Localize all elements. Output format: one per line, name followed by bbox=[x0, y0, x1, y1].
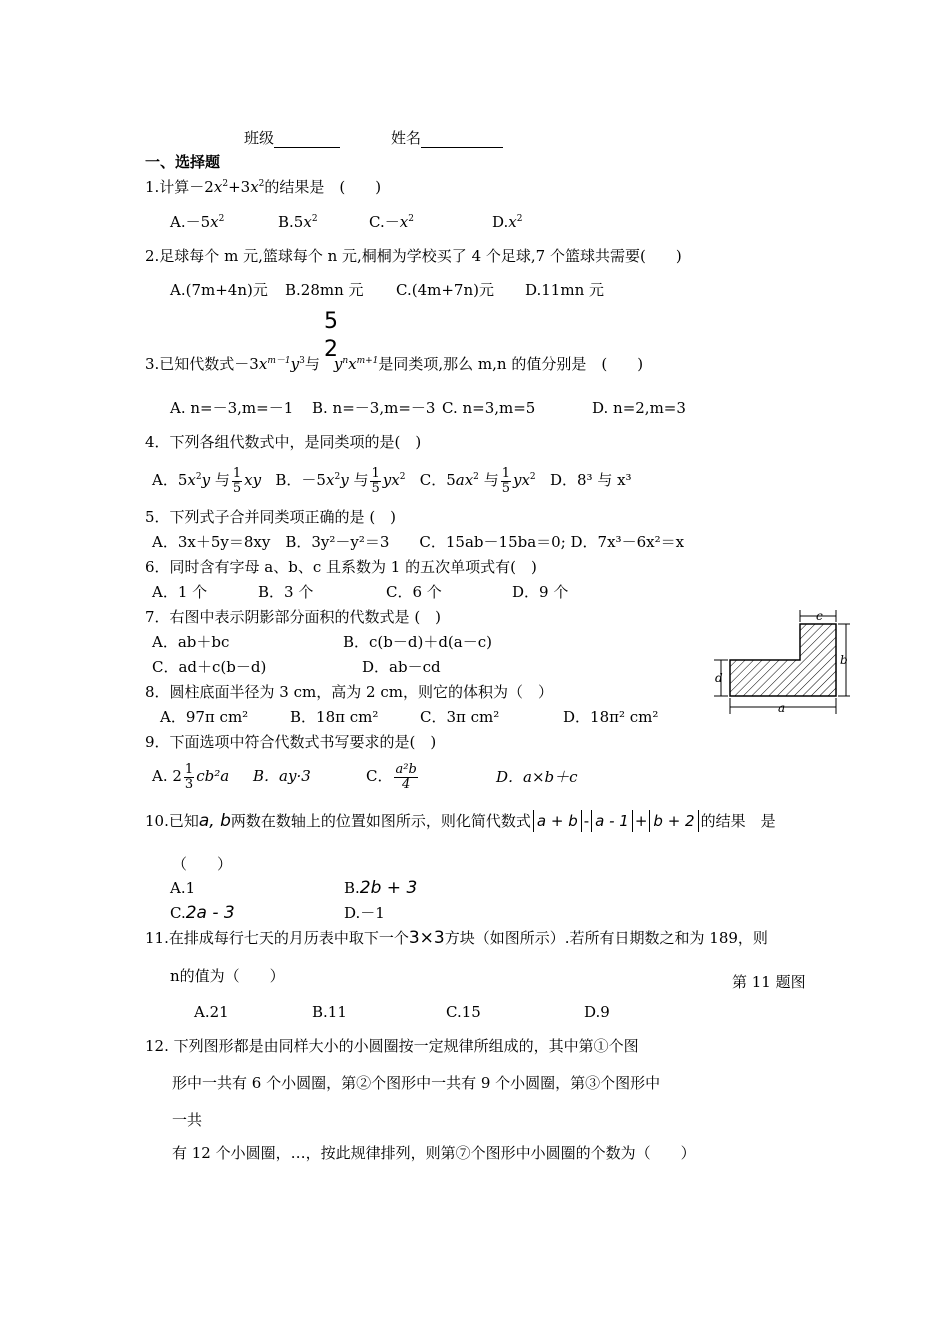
q8-option-c[interactable]: C．3π cm² bbox=[420, 708, 500, 726]
q11-option-d[interactable]: D.9 bbox=[584, 1003, 610, 1021]
class-field bbox=[244, 128, 340, 148]
q9-option-c[interactable]: C． $\frac{\text{a²b}}{4}$ bbox=[366, 761, 417, 792]
q4-option-a[interactable]: A．$5x^2y$ 与 $\frac{1}{5}$ xy bbox=[152, 465, 262, 496]
q4-option-b[interactable]: B．$-5x^2y$ 与 $\frac{1}{5}$ $yx^2$ bbox=[275, 465, 406, 496]
question-4: 4．下列各组代数式中，是同类项的是( ) bbox=[145, 433, 422, 451]
q2-option-a[interactable]: A.(7m+4n)元 bbox=[170, 281, 268, 299]
question-9: 9．下面选项中符合代数式书写要求的是( ) bbox=[145, 733, 437, 751]
question-8: 8．圆柱底面半径为 3 cm，高为 2 cm，则它的体积为（ ） bbox=[145, 683, 553, 701]
q1-stem-c: 的结果是 ( ) bbox=[264, 178, 382, 196]
name-blank[interactable] bbox=[421, 132, 503, 148]
q3-option-b[interactable]: B. n=－3,m=－3 bbox=[312, 399, 436, 417]
q9-option-b[interactable]: B．ay·3 bbox=[253, 767, 311, 785]
question-12-line-3: 一共 bbox=[172, 1111, 203, 1129]
q9-options bbox=[152, 756, 311, 796]
q8-option-b[interactable]: B．18π cm² bbox=[290, 708, 379, 726]
q4-options bbox=[152, 460, 632, 500]
class-blank[interactable] bbox=[274, 132, 340, 148]
question-2: 2.足球每个 m 元,篮球每个 n 元,桐桐为学校买了 4 个足球,7 个篮球共需要( ) bbox=[145, 247, 682, 265]
q10-paren: （ ） bbox=[172, 855, 233, 873]
question-10: 10.已知a, b两数在数轴上的位置如图所示，则化简代数式 a + b - a - 1 + b + 2 的结果 是 bbox=[145, 811, 776, 831]
question-12-line-2: 形中一共有 6 个小圆圈，第②个图形中一共有 9 个小圆圈，第③个图形中 bbox=[172, 1074, 661, 1092]
svg-text:d: d bbox=[715, 671, 723, 685]
q1-option-b[interactable]: $B.5x^2$ bbox=[278, 213, 318, 231]
q7-figure bbox=[712, 608, 852, 718]
q3-option-c[interactable]: C. n=3,m=5 bbox=[442, 399, 536, 417]
q11-option-c[interactable]: C.15 bbox=[446, 1003, 481, 1021]
question-1: 1.计算$-2x^2+3x^2$的结果是 ( ) bbox=[145, 178, 382, 196]
q6-option-d[interactable]: D．9 个 bbox=[512, 583, 569, 601]
q10-option-a[interactable]: A.1 bbox=[170, 879, 196, 897]
q8-option-a[interactable]: A．97π cm² bbox=[160, 708, 249, 726]
class-label: 班级 bbox=[244, 129, 275, 147]
q11-option-b[interactable]: B.11 bbox=[312, 1003, 347, 1021]
q10-option-b[interactable]: B.2b + 3 bbox=[344, 878, 418, 898]
question-11: 11.在排成每行七天的月历表中取下一个3×3方块（如图所示）.若所有日期数之和为 189，则 bbox=[145, 928, 768, 948]
q7-option-d[interactable]: D．ab－cd bbox=[362, 658, 441, 676]
question-12-line-1: 12. 下列图形都是由同样大小的小圆圈按一定规律所组成的，其中第①个图 bbox=[145, 1037, 639, 1055]
svg-text:a: a bbox=[778, 701, 786, 715]
q6-option-a[interactable]: A．1 个 bbox=[152, 583, 208, 601]
q1-option-c[interactable]: $C.-x^2$ bbox=[369, 213, 414, 231]
svg-text:b: b bbox=[840, 653, 848, 667]
q3-frac-top: 5 bbox=[324, 309, 338, 334]
q9-option-a[interactable]: A. 2 $\frac{1}{3}$ cb²a bbox=[152, 761, 230, 792]
question-12-line-4: 有 12 个小圆圈，…，按此规律排列，则第⑦个图形中小圆圈的个数为（ ） bbox=[172, 1144, 696, 1162]
question-6: 6．同时含有字母 a、b、c 且系数为 1 的五次单项式有( ) bbox=[145, 558, 537, 576]
q1-stem-b: +3 bbox=[228, 178, 251, 196]
q11-figure-caption: 第 11 题图 bbox=[732, 973, 806, 991]
q1-option-a[interactable]: $A.-5x^2$ bbox=[170, 213, 225, 231]
name-label: 姓名 bbox=[391, 129, 422, 147]
question-7: 7．右图中表示阴影部分面积的代数式是 ( ) bbox=[145, 608, 442, 626]
q10-option-d[interactable]: D.－1 bbox=[344, 904, 385, 922]
q1-option-d[interactable]: $D.x^2$ bbox=[492, 213, 523, 231]
q9-option-d[interactable]: D．a×b＋c bbox=[496, 768, 578, 786]
q2-option-b[interactable]: B.28mn 元 bbox=[285, 281, 364, 299]
q3-option-d[interactable]: D. n=2,m=3 bbox=[592, 399, 686, 417]
q4-option-d[interactable]: D．8³ 与 x³ bbox=[549, 471, 632, 489]
q2-option-c[interactable]: C.(4m+7n)元 bbox=[396, 281, 494, 299]
q1-stem-a: 1.计算－2 bbox=[145, 178, 214, 196]
q6-option-c[interactable]: C．6 个 bbox=[386, 583, 442, 601]
q11-stem-c: n的值为（ ） bbox=[170, 967, 285, 985]
q11-option-a[interactable]: A.21 bbox=[194, 1003, 229, 1021]
q6-option-b[interactable]: B．3 个 bbox=[258, 583, 314, 601]
q2-option-d[interactable]: D.11mn 元 bbox=[525, 281, 604, 299]
shaded-region bbox=[730, 624, 836, 696]
q3-option-a[interactable]: A. n=－3,m=－1 bbox=[170, 399, 294, 417]
q7-option-c[interactable]: C．ad＋c(b－d) bbox=[152, 658, 267, 676]
q8-option-d[interactable]: D．18π² cm² bbox=[563, 708, 659, 726]
q7-option-a[interactable]: A．ab＋bc bbox=[152, 633, 230, 651]
question-3: 3.已知代数式$-3x^{m-1}y^3$与 $y^nx^{m+1}$是同类项,那么 m,n 的值分别是 ( ) bbox=[145, 355, 644, 373]
question-5: 5．下列式子合并同类项正确的是 ( ) bbox=[145, 508, 397, 526]
q4-option-c[interactable]: C．$5ax^2$ 与 $\frac{1}{5}$ $yx^2$ bbox=[419, 465, 536, 496]
q10-option-c[interactable]: C.2a - 3 bbox=[170, 903, 235, 923]
svg-text:c: c bbox=[816, 609, 823, 623]
name-field bbox=[391, 128, 503, 148]
q5-options[interactable]: A．3x＋5y＝8xy B．3y²－y²＝3 C．15ab－15ba＝0; D．7x³－6x²＝x bbox=[152, 533, 685, 551]
section-title: 一、选择题 bbox=[145, 153, 221, 171]
q7-option-b[interactable]: B．c(b－d)＋d(a－c) bbox=[343, 633, 492, 651]
q3-frac-bottom: 2 bbox=[324, 337, 338, 362]
